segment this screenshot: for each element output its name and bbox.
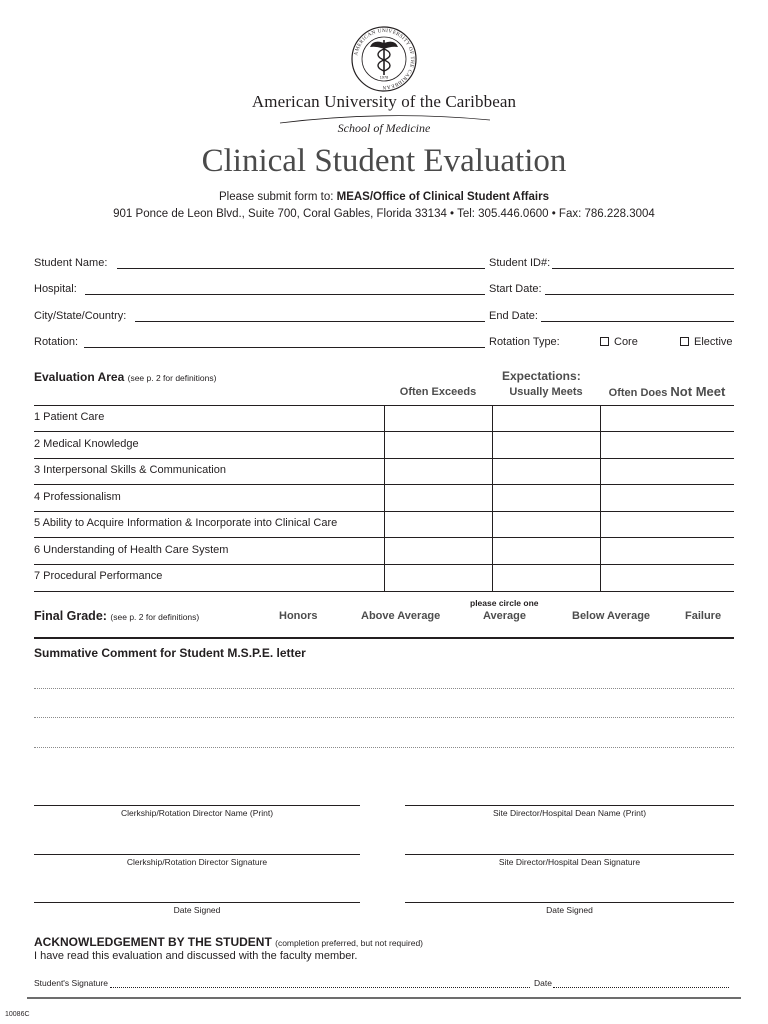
final-grade-title: Final Grade: [34,609,107,623]
student-name-label: Student Name: [34,257,108,269]
grade-below-average[interactable]: Below Average [572,610,651,622]
comment-line[interactable] [34,747,734,748]
col-often-exceeds: Often Exceeds [399,386,477,398]
rotation-elective-option[interactable] [680,336,733,348]
acknowledgement-statement: I have read this evaluation and discussed with the faculty member. [34,950,358,962]
area-row-medical-knowledge: 2 Medical Knowledge [34,438,139,450]
acknowledgement-title: ACKNOWLEDGEMENT BY THE STUDENT [34,935,272,949]
evaluation-area-note: (see p. 2 for definitions) [127,373,217,383]
core-checkbox[interactable] [600,337,609,346]
rotation-type-label: Rotation Type: [489,336,560,348]
rating-cell[interactable] [601,538,734,564]
grade-average[interactable]: Average [483,610,527,622]
rating-cell[interactable] [385,512,492,537]
director-date-line[interactable] [34,902,360,903]
site-director-date-line[interactable] [405,902,734,903]
rating-cell[interactable] [385,432,492,458]
rating-cell[interactable] [601,432,734,458]
site-director-signature-label: Site Director/Hospital Dean Signature [498,857,641,867]
end-date-label: End Date: [489,310,538,322]
rating-cell[interactable] [493,406,600,431]
page-title: Clinical Student Evaluation [201,143,567,179]
start-date-label: Start Date: [489,283,542,295]
core-label: Core [614,336,638,348]
summative-comment-heading: Summative Comment for Student M.S.P.E. letter [34,646,306,660]
rotation-label: Rotation: [34,336,79,348]
submit-recipient: MEAS/Office of Clinical Student Affairs [336,191,549,203]
rotation-core-option[interactable] [600,336,638,348]
grade-above-average[interactable]: Above Average [361,610,441,622]
comment-line[interactable] [34,688,734,689]
grade-failure[interactable]: Failure [685,610,722,622]
rating-cell[interactable] [385,565,492,591]
rating-cell[interactable] [601,565,734,591]
rating-cell[interactable] [385,485,492,511]
col-usually-meets: Usually Meets [509,386,583,398]
evaluation-area-title: Evaluation Area [34,370,125,384]
city-state-country-field[interactable] [135,321,485,322]
rating-cell[interactable] [493,538,600,564]
elective-label: Elective [694,336,733,348]
area-row-patient-care: 1 Patient Care [34,411,105,423]
student-name-field[interactable] [117,268,485,269]
circle-one-note: please circle one [470,598,539,608]
site-director-name-label: Site Director/Hospital Dean Name (Print) [492,808,647,818]
rating-cell[interactable] [493,432,600,458]
site-director-name-line[interactable] [405,805,734,806]
area-row-procedural: 7 Procedural Performance [34,570,163,582]
area-row-interpersonal: 3 Interpersonal Skills & Communication [34,464,226,476]
director-signature-line[interactable] [34,854,360,855]
evaluation-area-heading [34,370,216,384]
area-row-professionalism: 4 Professionalism [34,491,121,503]
site-director-date-label: Date Signed [546,905,593,915]
school-name: School of Medicine [337,121,431,135]
seal-year: 1978 [379,75,389,80]
comment-line[interactable] [34,717,734,718]
acknowledgement-note: (completion preferred, but not required) [275,938,424,948]
student-date-field[interactable] [553,987,729,988]
submit-instructions [0,191,768,203]
submit-prefix: Please submit form to: [219,191,334,203]
bottom-rule [27,997,741,999]
site-director-signature-line[interactable] [405,854,734,855]
expectations-heading: Expectations: [502,369,581,383]
col-often-does-not-meet [600,384,734,399]
final-grade-note: (see p. 2 for definitions) [110,612,200,622]
rating-cell[interactable] [601,485,734,511]
hospital-field[interactable] [85,294,485,295]
student-date-label: Date [534,978,552,988]
rotation-field[interactable] [84,347,485,348]
grade-honors[interactable]: Honors [279,610,318,622]
director-date-label: Date Signed [173,905,221,915]
end-date-field[interactable] [541,321,734,322]
office-address: 901 Ponce de Leon Blvd., Suite 700, Coral Gables, Florida 33134 • Tel: 305.446.0600 • Fax: 786.228.3004 [113,208,655,220]
area-row-acquire-information: 5 Ability to Acquire Information & Incorporate into Clinical Care [34,517,338,529]
student-id-field[interactable] [552,268,734,269]
rating-cell[interactable] [493,565,600,591]
director-name-label: Clerkship/Rotation Director Name (Print) [120,808,274,818]
hospital-label: Hospital: [34,283,77,295]
section-rule [34,637,734,639]
col3-suffix: Not Meet [670,384,726,399]
rating-cell[interactable] [385,538,492,564]
table-rule [34,591,734,592]
rating-cell[interactable] [601,459,734,484]
university-name: American University of the Caribbean [251,92,517,111]
rating-cell[interactable] [493,512,600,537]
rating-cell[interactable] [385,406,492,431]
start-date-field[interactable] [545,294,734,295]
student-id-label: Student ID#: [489,257,551,269]
rating-cell[interactable] [601,406,734,431]
rating-cell[interactable] [493,459,600,484]
form-code: 10086C [5,1011,30,1018]
university-seal-logo [350,25,418,93]
student-signature-label: Student's Signature [34,978,108,988]
rating-cell[interactable] [601,512,734,537]
seal-ring-text: AMERICAN UNIVERSITY OF THE CARIBBEAN [353,27,416,91]
director-name-line[interactable] [34,805,360,806]
final-grade-heading [34,609,199,623]
city-state-country-label: City/State/Country: [34,310,127,322]
col3-prefix: Often Does [608,387,668,399]
acknowledgement-heading [34,935,423,949]
rating-cell[interactable] [493,485,600,511]
rating-cell[interactable] [385,459,492,484]
student-signature-field[interactable] [110,987,530,988]
area-row-health-care-system: 6 Understanding of Health Care System [34,544,229,556]
director-signature-label: Clerkship/Rotation Director Signature [126,857,268,867]
elective-checkbox[interactable] [680,337,689,346]
